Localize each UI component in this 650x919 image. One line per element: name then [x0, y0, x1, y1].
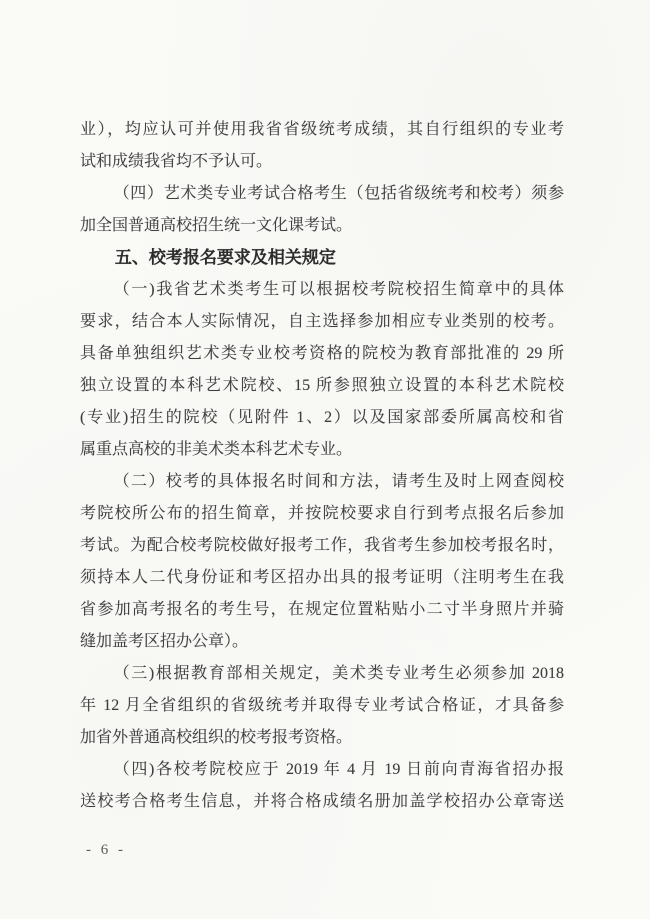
page-number: - 6 - [86, 842, 126, 858]
doc-line: 独立设置的本科艺术院校、15 所参照独立设置的本科艺术院校 [80, 377, 564, 394]
doc-line: 试和成绩我省均不予认可。 [80, 153, 273, 170]
doc-line: 缝加盖考区招办公章）。 [80, 633, 249, 650]
doc-line: （四）艺术类专业考试合格考生（包括省级统考和校考）须参 [113, 185, 564, 202]
doc-line: 加全国普通高校招生统一文化课考试。 [80, 217, 353, 234]
doc-line: 业），均应认可并使用我省省级统考成绩，其自行组织的专业考 [80, 121, 564, 138]
doc-line: 加省外普通高校组织的校考报考资格。 [80, 729, 353, 746]
doc-line: 考试。为配合校考院校做好报考工作，我省考生参加校考报名时， [80, 537, 564, 554]
doc-line: 送校考合格考生信息，并将合格成绩名册加盖学校招办公章寄送 [80, 793, 564, 810]
doc-line: （三)根据教育部相关规定，美术类专业考生必须参加 2018 [113, 665, 564, 682]
doc-line: （四)各校考院校应于 2019 年 4 月 19 日前向青海省招办报 [113, 761, 564, 778]
doc-line: 要求，结合本人实际情况，自主选择参加相应专业类别的校考。 [80, 313, 564, 330]
doc-line: （二）校考的具体报名时间和方法，请考生及时上网查阅校 [113, 473, 564, 490]
doc-line: 年 12 月全省组织的省级统考并取得专业考试合格证，才具备参 [80, 697, 564, 714]
doc-line: （一)我省艺术类考生可以根据校考院校招生简章中的具体 [113, 281, 564, 298]
doc-line: 具备单独组织艺术类专业校考资格的院校为教育部批准的 29 所 [80, 345, 564, 362]
doc-line: (专业)招生的院校（见附件 1、2）以及国家部委所属高校和省 [80, 409, 564, 426]
doc-line: 考院校所公布的招生简章，并按院校要求自行到考点报名后参加 [80, 505, 564, 522]
doc-line: 省参加高考报名的考生号，在规定位置粘贴小二寸半身照片并骑 [80, 601, 564, 618]
section-heading: 五、校考报名要求及相关规定 [114, 248, 336, 267]
doc-line: 属重点高校的非美术类本科艺术专业。 [80, 441, 353, 458]
document-body [80, 114, 564, 818]
doc-line: 须持本人二代身份证和考区招办出具的报考证明（注明考生在我 [80, 569, 564, 586]
